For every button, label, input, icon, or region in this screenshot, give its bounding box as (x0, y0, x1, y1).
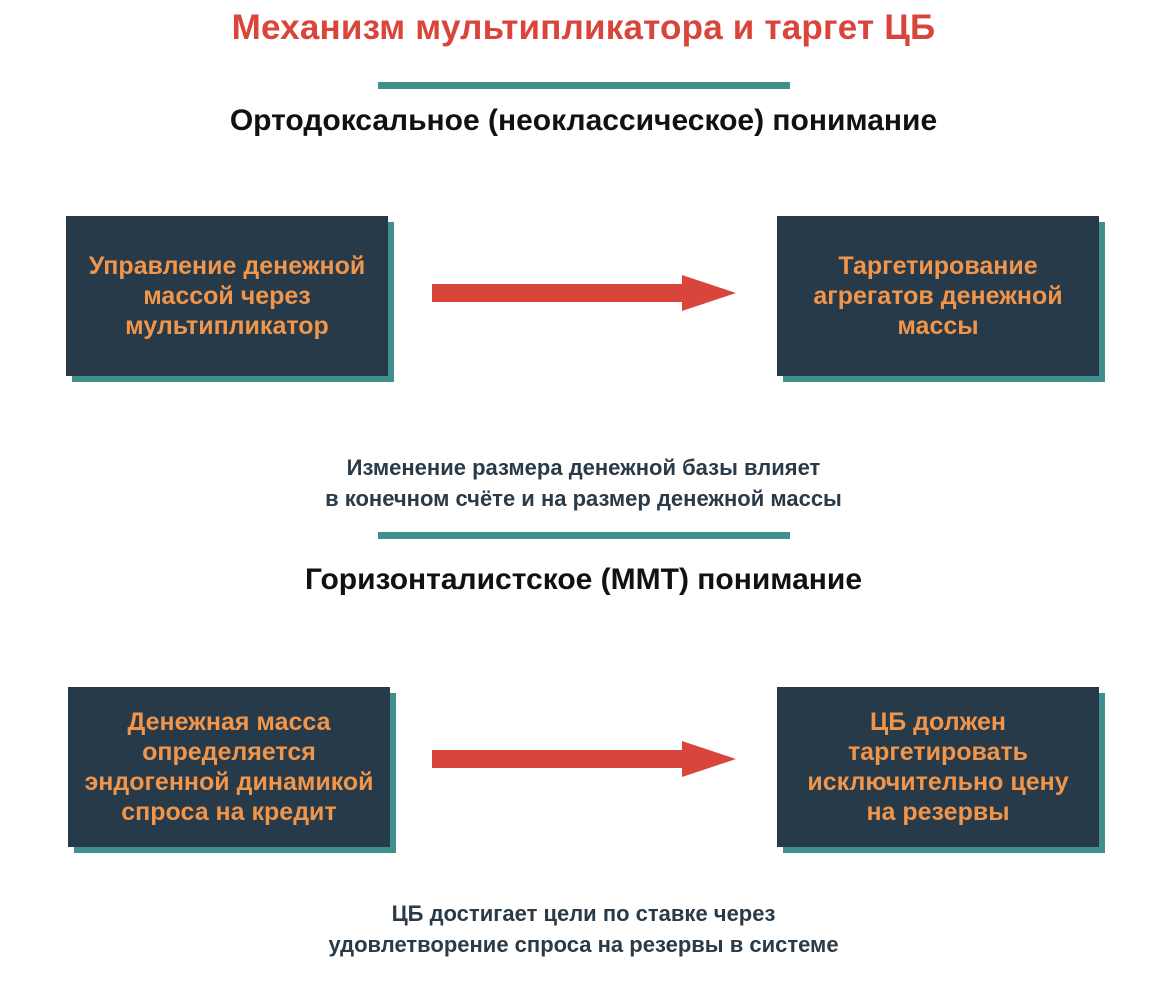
box-label: Денежная масса определяется эндогенной динамикой спроса на кредит (84, 708, 374, 826)
arrow-shape (432, 741, 736, 777)
box-reserve-price-targeting (777, 687, 1099, 847)
arrow-shape (432, 275, 736, 311)
box-label: Управление денежной массой через мультипликатор (88, 252, 366, 340)
section-heading-horizontalist: Горизонталистское (ММТ) понимание (304, 563, 863, 596)
section-divider-2 (378, 532, 790, 539)
diagram-title: Механизм мультипликатора и таргет ЦБ (231, 8, 936, 47)
box-label: Таргетирование агрегатов денежной массы (813, 252, 1063, 340)
section-heading-orthodox: Ортодоксальное (неоклассическое) понимание (229, 104, 938, 137)
right-arrow-icon (424, 734, 744, 784)
section-divider-1 (378, 82, 790, 89)
caption-orthodox: Изменение размера денежной базы влияет в конечном счёте и на размер денежной массы (325, 455, 842, 511)
right-arrow-icon (424, 268, 744, 318)
caption-horizontalist: ЦБ достигает цели по ставке через удовлетворение спроса на резервы в системе (328, 901, 839, 957)
box-label: ЦБ должен таргетировать исключительно цену на резервы (807, 708, 1069, 826)
box-money-aggregate-targeting (777, 216, 1099, 376)
box-money-supply-via-multiplier (66, 216, 388, 376)
box-endogenous-money (68, 687, 390, 847)
